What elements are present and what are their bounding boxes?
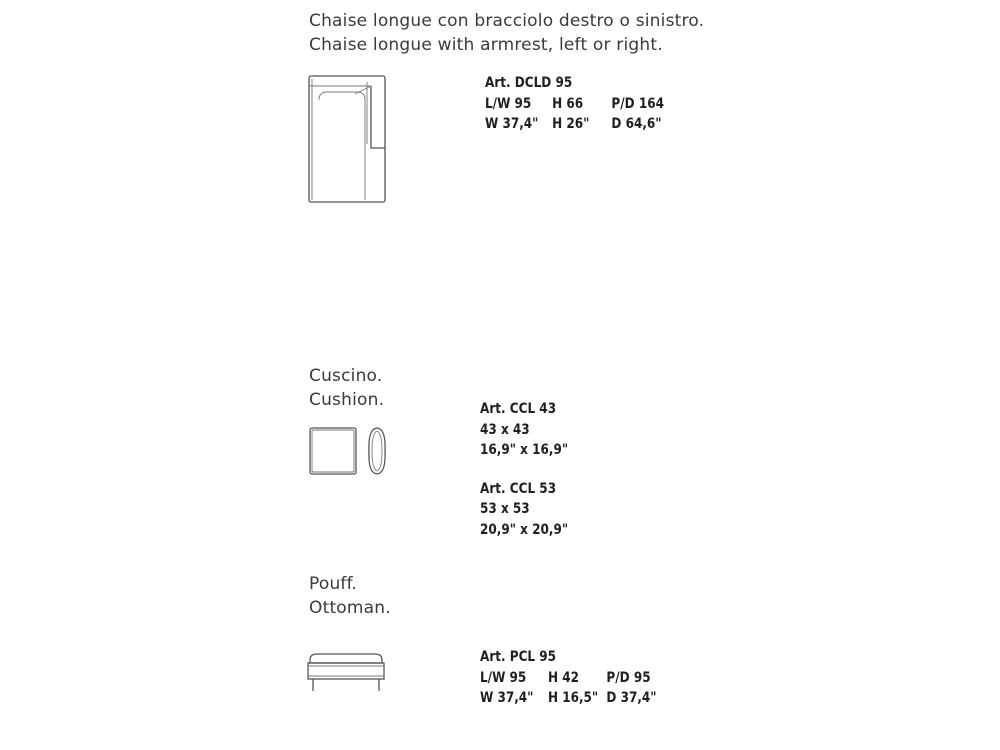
cushion-caption (309, 364, 384, 412)
ottoman-dimensions-cm (480, 668, 686, 689)
cushion-53-article: Art. CCL 53 (480, 480, 557, 497)
ottoman-depth-cm: P/D 95 (606, 669, 651, 686)
cushion-spec (480, 399, 652, 540)
cushion-53-imperial: 20,9" x 20,9" (480, 521, 569, 538)
cushion-caption-italian: Cuscino. (309, 366, 383, 386)
cushion-side-view-icon (366, 425, 388, 477)
cushion-caption-english: Cushion. (309, 390, 385, 410)
cushion-front-view-icon (307, 425, 359, 477)
cushion-43-article: Art. CCL 43 (480, 401, 557, 417)
chaise-dimensions-in (485, 114, 691, 135)
ottoman-spec (480, 647, 686, 709)
chaise-caption-english: Chaise longue with armrest, left or right. (309, 35, 663, 55)
ottoman-caption-italian: Pouff. (309, 574, 358, 594)
ottoman-width-in: W 37,4" (480, 690, 534, 706)
ottoman-height-cm: H 42 (547, 669, 579, 686)
ottoman-side-view-icon (305, 648, 387, 696)
ottoman-caption-english: Ottoman. (309, 598, 391, 618)
ottoman-width-cm: L/W 95 (480, 669, 527, 686)
chaise-width-in: W 37,4" (485, 116, 539, 132)
ottoman-article-code: Art. PCL 95 (480, 649, 557, 665)
chaise-longue-top-view-icon (305, 72, 389, 206)
chaise-caption (309, 9, 704, 57)
cushion-variant-43 (480, 399, 652, 461)
ottoman-article (480, 647, 686, 668)
cushion-43-metric: 43 x 43 (480, 421, 530, 438)
chaise-article-code: Art. DCLD 95 (485, 75, 573, 91)
chaise-depth-in: D 64,6" (611, 116, 662, 132)
chaise-height-in: H 26" (552, 116, 590, 132)
chaise-article (485, 73, 691, 94)
chaise-width-cm: L/W 95 (485, 95, 532, 112)
ottoman-caption (309, 572, 391, 620)
cushion-43-imperial: 16,9" x 16,9" (480, 442, 569, 458)
cushion-variant-53 (480, 479, 652, 541)
chaise-depth-cm: P/D 164 (611, 95, 664, 112)
chaise-dimensions-cm (485, 94, 691, 115)
ottoman-height-in: H 16,5" (547, 690, 599, 706)
cushion-53-metric: 53 x 53 (480, 501, 530, 517)
chaise-spec (485, 73, 691, 135)
chaise-height-cm: H 66 (552, 95, 584, 112)
ottoman-dimensions-in (480, 688, 686, 709)
ottoman-depth-in: D 37,4" (606, 690, 657, 706)
chaise-caption-italian: Chaise longue con bracciolo destro o sinistro. (309, 11, 705, 31)
